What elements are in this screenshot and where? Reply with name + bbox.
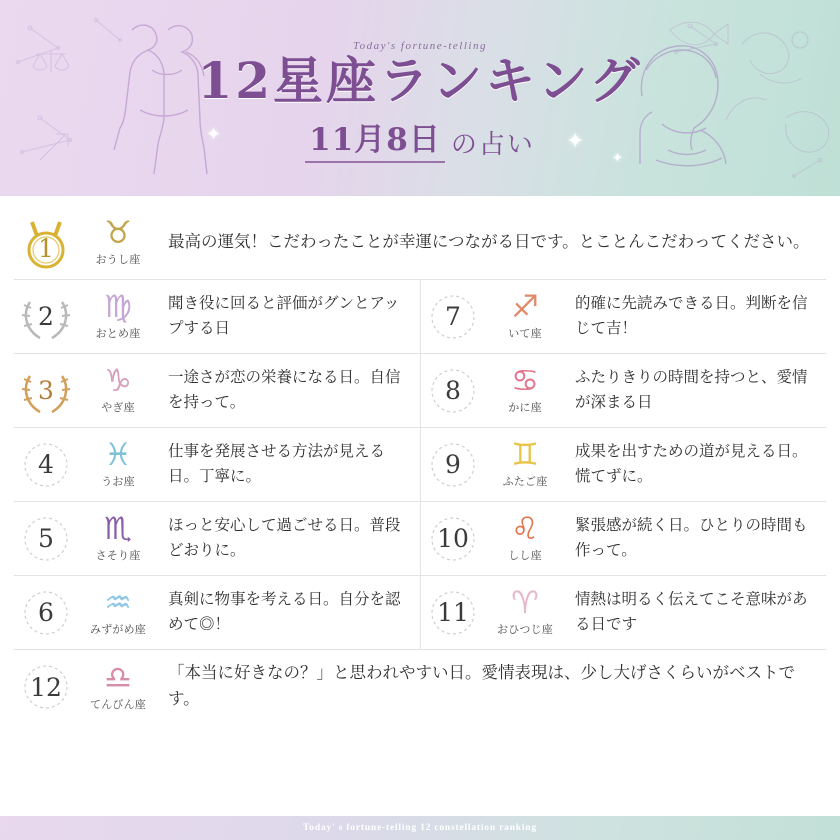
plain-wreath-icon: [425, 436, 481, 494]
rank-number: 11: [437, 598, 469, 627]
ranking-entry-4[interactable]: [14, 428, 420, 501]
zodiac-sign-label: うお座: [101, 476, 135, 488]
zodiac-sign-label: さそり座: [95, 550, 141, 562]
zodiac-sign: [76, 289, 160, 341]
ranking-board: [0, 196, 840, 816]
zodiac-sign: [483, 289, 567, 341]
plain-wreath-icon: [18, 658, 74, 716]
ranking-entry-10[interactable]: [420, 502, 826, 575]
ranking-entry-2[interactable]: [14, 280, 420, 353]
ranking-entry-1[interactable]: [14, 206, 826, 279]
zodiac-sign-label: かに座: [508, 402, 542, 414]
rank-number: 2: [38, 302, 54, 331]
zodiac-sign: [76, 659, 160, 712]
table-row: [14, 280, 826, 354]
plain-wreath-icon: [425, 288, 481, 346]
table-row: [14, 650, 826, 724]
plain-wreath-icon: [18, 584, 74, 642]
footer-label: Today' s fortune-telling 12 constellation ranking: [303, 823, 537, 833]
fortune-text: 仕事を発展させる方法が見える日。丁寧に。: [168, 443, 386, 485]
ranking-entry-7[interactable]: [420, 280, 826, 353]
ranking-entry-5[interactable]: [14, 502, 420, 575]
zodiac-glyph-icon: ♐: [511, 289, 539, 325]
rank-number: 5: [38, 524, 54, 553]
fortune-text: 真剣に物事を考える日。自分を認めて◎！: [168, 591, 401, 633]
zodiac-sign-label: みずがめ座: [90, 624, 146, 636]
table-row: [14, 354, 826, 428]
plain-wreath-icon: [18, 510, 74, 568]
rank-number: 1: [38, 234, 54, 263]
zodiac-sign-label: おひつじ座: [497, 624, 553, 636]
zodiac-sign-label: やぎ座: [101, 402, 135, 414]
rank-number: 4: [38, 450, 54, 479]
zodiac-glyph-icon: ♏: [104, 511, 132, 547]
zodiac-glyph-icon: ♊: [511, 437, 539, 473]
zodiac-sign: [483, 585, 567, 637]
page-title: 12星座ランキング: [197, 50, 643, 110]
table-row: [14, 576, 826, 650]
zodiac-sign: [483, 511, 567, 563]
rank-number: 7: [445, 302, 461, 331]
zodiac-glyph-icon: ♒: [104, 585, 132, 621]
ranking-entry-3[interactable]: [14, 354, 420, 427]
silver-wreath-icon: [18, 288, 74, 346]
sparkle-icon: ✦: [612, 150, 623, 165]
ranking-entry-6[interactable]: [14, 576, 420, 649]
rank-number: 8: [445, 376, 461, 405]
zodiac-glyph-icon: ♋: [511, 363, 539, 399]
fortune-text: 情熱は明るく伝えてこそ意味がある日です: [575, 591, 808, 633]
fortune-date: 11月8日: [305, 114, 445, 163]
zodiac-glyph-icon: ♈: [511, 585, 539, 621]
rank-number: 3: [38, 376, 54, 405]
header-subtitle-tail: の占い: [450, 129, 535, 160]
table-row: [14, 206, 826, 280]
rank-number: 12: [30, 672, 62, 702]
zodiac-sign: [483, 437, 567, 489]
rank-number: 9: [445, 450, 461, 479]
rank-number: 6: [38, 598, 54, 627]
plain-wreath-icon: [18, 436, 74, 494]
fortune-text: 聞き役に回ると評価がグンとアップする日: [168, 295, 400, 337]
sparkle-icon: ✦: [566, 128, 585, 153]
zodiac-sign-label: てんびん座: [90, 698, 146, 711]
zodiac-glyph-icon: ♉: [104, 215, 132, 251]
ranking-entry-9[interactable]: [420, 428, 826, 501]
zodiac-sign-label: しし座: [508, 550, 542, 562]
zodiac-sign: [76, 511, 160, 563]
zodiac-sign: [76, 215, 160, 267]
zodiac-sign-label: いて座: [508, 328, 542, 340]
table-row: [14, 428, 826, 502]
zodiac-sign-label: ふたご座: [502, 476, 548, 488]
page-header: [0, 0, 840, 196]
fortune-text: 緊張感が続く日。ひとりの時間も作って。: [575, 517, 808, 559]
ranking-entry-8[interactable]: [420, 354, 826, 427]
zodiac-glyph-icon: ♎: [104, 659, 132, 696]
plain-wreath-icon: [425, 510, 481, 568]
zodiac-sign: [76, 585, 160, 637]
rank-number: 10: [437, 524, 469, 553]
header-eyebrow: Today's fortune-telling: [353, 39, 487, 52]
zodiac-sign-label: おうし座: [95, 254, 141, 266]
zodiac-glyph-icon: ♓: [104, 437, 132, 473]
fortune-text: ほっと安心して過ごせる日。普段どおりに。: [168, 517, 401, 559]
fortune-text: 的確に先読みできる日。判断を信じて吉！: [575, 295, 808, 337]
page-footer: [0, 816, 840, 840]
bronze-wreath-icon: [18, 362, 74, 420]
fortune-text: 一途さが恋の栄養になる日。自信を持って。: [168, 369, 401, 411]
zodiac-sign: [483, 363, 567, 415]
plain-wreath-icon: [425, 362, 481, 420]
ranking-entry-11[interactable]: [420, 576, 826, 649]
fortune-text: 最高の運気！こだわったことが幸運につながる日です。とことんこだわってください。: [168, 232, 810, 251]
fortune-text: 「本当に好きなの？」と思われやすい日。愛情表現は、少し大げさくらいがベストです。: [168, 664, 795, 708]
sparkle-icon: ✦: [206, 124, 222, 144]
header-subtitle: [305, 114, 535, 163]
zodiac-glyph-icon: ♍: [104, 289, 132, 325]
zodiac-sign: [76, 363, 160, 415]
gold-medal-icon: [18, 214, 74, 272]
zodiac-glyph-icon: ♌: [511, 511, 539, 547]
plain-wreath-icon: [425, 584, 481, 642]
zodiac-sign: [76, 437, 160, 489]
fortune-text: 成果を出すための道が見える日。慌てずに。: [575, 443, 808, 485]
zodiac-glyph-icon: ♑: [104, 363, 132, 399]
ranking-entry-12[interactable]: [14, 650, 826, 724]
fortune-text: ふたりきりの時間を持つと、愛情が深まる日: [575, 369, 808, 411]
zodiac-sign-label: おとめ座: [95, 328, 141, 340]
table-row: [14, 502, 826, 576]
